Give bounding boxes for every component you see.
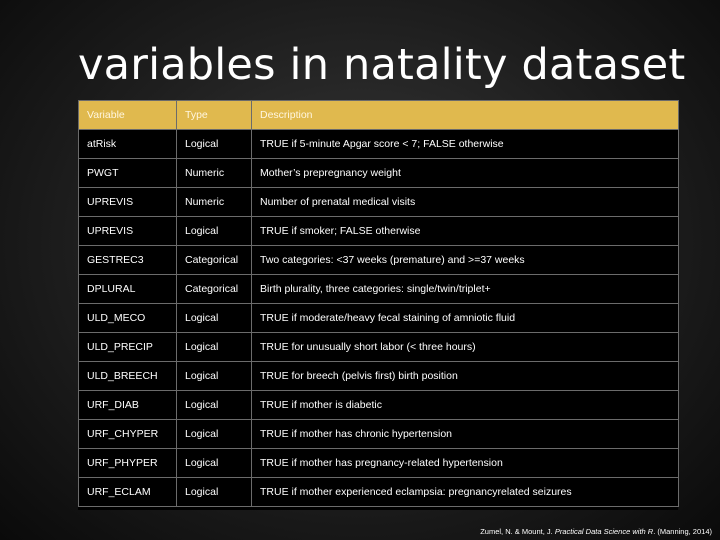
table-row: [79, 159, 679, 188]
cell-type: Logical: [177, 391, 252, 420]
cell-variable: GESTREC3: [79, 246, 177, 275]
cell-description: TRUE if mother is diabetic: [252, 391, 679, 420]
cell-type: Numeric: [177, 159, 252, 188]
table-row: [79, 217, 679, 246]
table-header-row: [79, 101, 679, 130]
cell-variable: atRisk: [79, 130, 177, 159]
cell-variable: URF_DIAB: [79, 391, 177, 420]
table-row: [79, 304, 679, 333]
cell-variable: ULD_MECO: [79, 304, 177, 333]
cell-variable: DPLURAL: [79, 275, 177, 304]
citation-authors: Zumel, N. & Mount, J.: [480, 527, 555, 536]
citation-publisher: . (Manning, 2014): [653, 527, 712, 536]
cell-type: Categorical: [177, 246, 252, 275]
cell-variable: ULD_PRECIP: [79, 333, 177, 362]
slide-title: variables in natality dataset: [78, 40, 686, 90]
cell-variable: UPREVIS: [79, 188, 177, 217]
table-row: [79, 188, 679, 217]
cell-type: Logical: [177, 420, 252, 449]
cell-description: Number of prenatal medical visits: [252, 188, 679, 217]
cell-description: TRUE for unusually short labor (< three hours): [252, 333, 679, 362]
cell-description: TRUE if 5-minute Apgar score < 7; FALSE otherwise: [252, 130, 679, 159]
cell-description: TRUE if mother has chronic hypertension: [252, 420, 679, 449]
cell-type: Categorical: [177, 275, 252, 304]
cell-variable: PWGT: [79, 159, 177, 188]
cell-type: Logical: [177, 362, 252, 391]
table-row: [79, 130, 679, 159]
cell-description: TRUE for breech (pelvis first) birth position: [252, 362, 679, 391]
table-row: [79, 478, 679, 507]
cell-type: Logical: [177, 333, 252, 362]
citation: [480, 527, 712, 536]
cell-description: TRUE if moderate/heavy fecal staining of amniotic fluid: [252, 304, 679, 333]
table-row: [79, 391, 679, 420]
table-row: [79, 362, 679, 391]
header-description: Description: [252, 101, 679, 130]
cell-type: Logical: [177, 478, 252, 507]
cell-variable: ULD_BREECH: [79, 362, 177, 391]
citation-book-title: Practical Data Science with R: [554, 527, 654, 536]
cell-variable: URF_CHYPER: [79, 420, 177, 449]
table-row: [79, 333, 679, 362]
cell-type: Numeric: [177, 188, 252, 217]
cell-description: TRUE if smoker; FALSE otherwise: [252, 217, 679, 246]
cell-description: TRUE if mother experienced eclampsia: pregnancyrelated seizures: [252, 478, 679, 507]
header-variable: Variable: [79, 101, 177, 130]
cell-type: Logical: [177, 449, 252, 478]
cell-variable: URF_PHYPER: [79, 449, 177, 478]
cell-description: Mother’s prepregnancy weight: [252, 159, 679, 188]
cell-variable: UPREVIS: [79, 217, 177, 246]
header-type: Type: [177, 101, 252, 130]
cell-description: Two categories: <37 weeks (premature) and >=37 weeks: [252, 246, 679, 275]
cell-description: Birth plurality, three categories: single/twin/triplet+: [252, 275, 679, 304]
cell-type: Logical: [177, 304, 252, 333]
cell-variable: URF_ECLAM: [79, 478, 177, 507]
table-row: [79, 420, 679, 449]
variables-table-container: [78, 100, 678, 510]
table-row: [79, 449, 679, 478]
variables-table: [78, 100, 679, 507]
cell-description: TRUE if mother has pregnancy-related hypertension: [252, 449, 679, 478]
cell-type: Logical: [177, 217, 252, 246]
cell-type: Logical: [177, 130, 252, 159]
table-row: [79, 246, 679, 275]
table-row: [79, 275, 679, 304]
